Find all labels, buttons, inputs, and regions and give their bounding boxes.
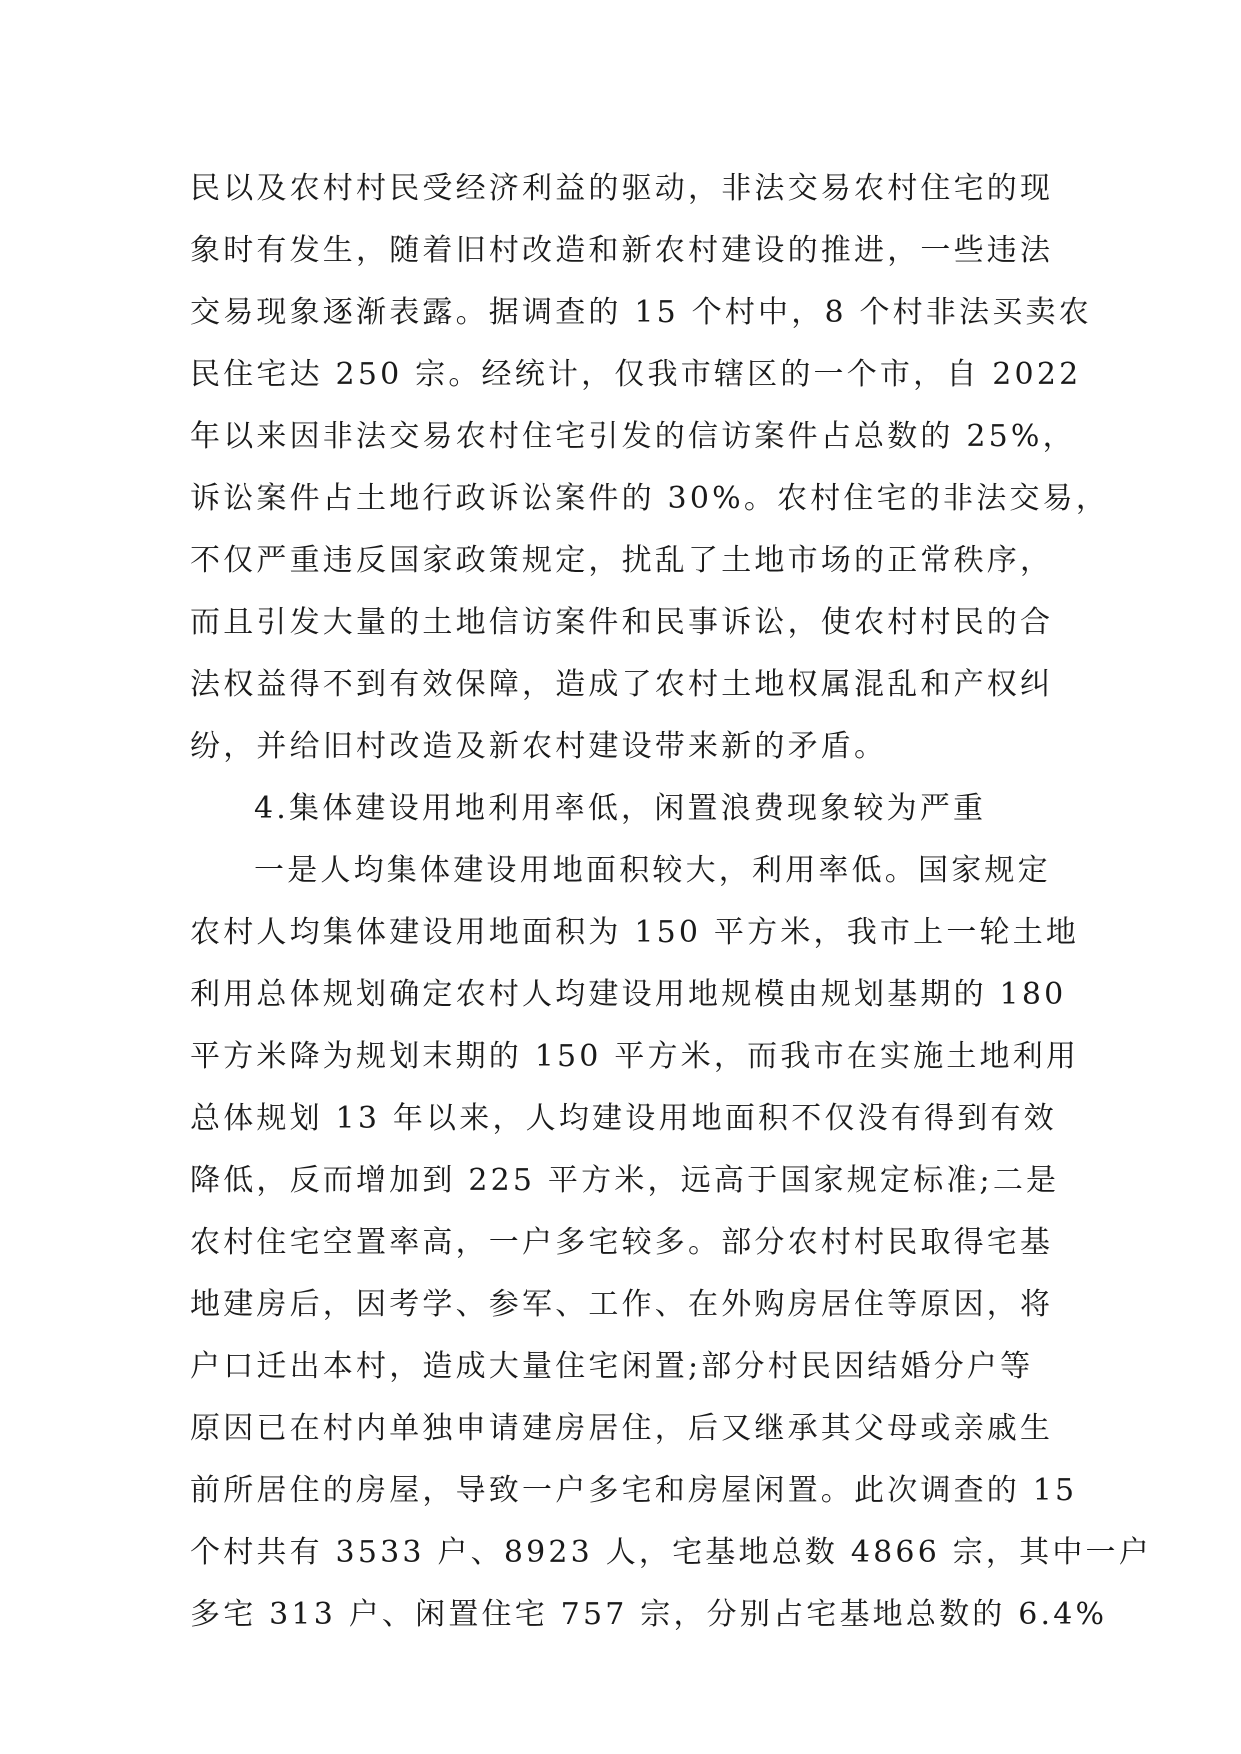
text-line: 平方米降为规划末期的 150 平方米，而我市在实施土地利用 — [190, 1039, 1080, 1074]
text-line: 前所居住的房屋，导致一户多宅和房屋闲置。此次调查的 15 — [190, 1473, 1078, 1508]
text-line: 法权益得不到有效保障，造成了农村土地权属混乱和产权纠 — [190, 667, 1054, 702]
text-line: 农村人均集体建设用地面积为 150 平方米，我市上一轮土地 — [190, 915, 1080, 950]
text-line: 多宅 313 户、闲置住宅 757 宗，分别占宅基地总数的 6.4% — [190, 1597, 1108, 1632]
text-line: 而且引发大量的土地信访案件和民事诉讼，使农村村民的合 — [190, 605, 1054, 640]
text-line: 象时有发生，随着旧村改造和新农村建设的推进，一些违法 — [190, 233, 1054, 268]
section-heading: 4.集体建设用地利用率低，闲置浪费现象较为严重 — [254, 791, 987, 826]
text-line: 地建房后，因考学、参军、工作、在外购房居住等原因，将 — [190, 1287, 1054, 1322]
text-line: 民住宅达 250 宗。经统计，仅我市辖区的一个市，自 2022 — [190, 357, 1082, 392]
text-line: 交易现象逐渐表露。据调查的 15 个村中，8 个村非法买卖农 — [190, 295, 1092, 330]
text-line: 不仅严重违反国家政策规定，扰乱了土地市场的正常秩序， — [190, 543, 1054, 578]
text-line: 农村住宅空置率高，一户多宅较多。部分农村村民取得宅基 — [190, 1225, 1054, 1260]
text-line: 降低，反而增加到 225 平方米，远高于国家规定标准;二是 — [190, 1163, 1060, 1198]
text-line: 纷，并给旧村改造及新农村建设带来新的矛盾。 — [190, 729, 888, 764]
body-text — [190, 158, 1152, 1646]
text-line: 原因已在村内单独申请建房居住，后又继承其父母或亲戚生 — [190, 1411, 1054, 1446]
text-line: 民以及农村村民受经济利益的驱动，非法交易农村住宅的现 — [190, 171, 1054, 206]
text-line: 诉讼案件占土地行政诉讼案件的 30%。农村住宅的非法交易， — [190, 481, 1110, 516]
text-line: 个村共有 3533 户、8923 人，宅基地总数 4866 宗，其中一户 — [190, 1535, 1152, 1570]
text-line: 年以来因非法交易农村住宅引发的信访案件占总数的 25%， — [190, 419, 1076, 454]
paragraph-first-line: 一是人均集体建设用地面积较大，利用率低。国家规定 — [254, 853, 1051, 888]
text-line: 户口迁出本村，造成大量住宅闲置;部分村民因结婚分户等 — [190, 1349, 1034, 1384]
text-line: 利用总体规划确定农村人均建设用地规模由规划基期的 180 — [190, 977, 1067, 1012]
text-line: 总体规划 13 年以来，人均建设用地面积不仅没有得到有效 — [190, 1101, 1057, 1136]
